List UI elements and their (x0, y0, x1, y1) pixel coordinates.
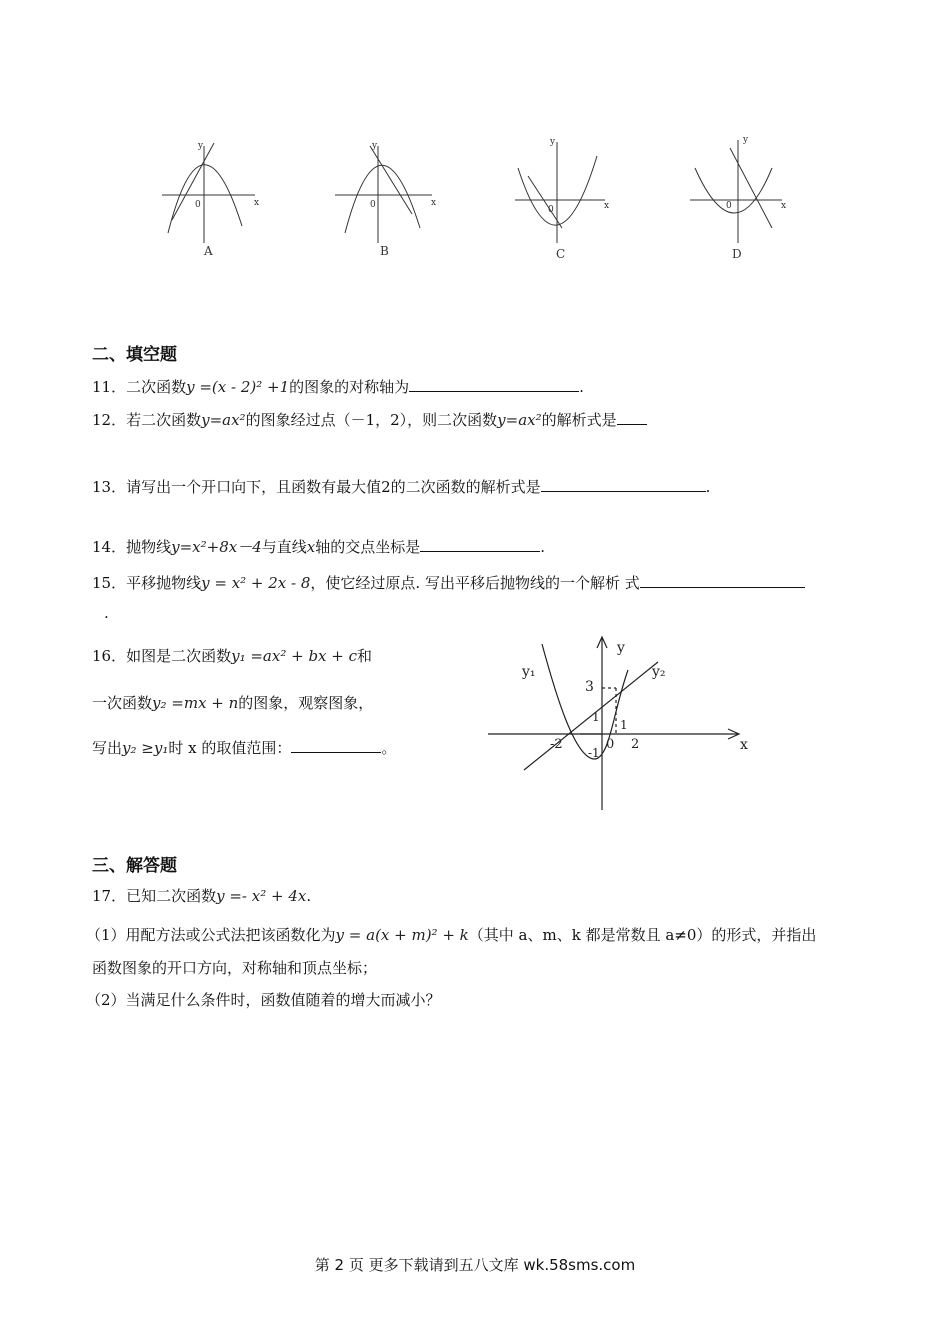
figure-label-c: C (556, 247, 566, 261)
q14-answer-blank[interactable] (420, 537, 540, 552)
b-x-label: x (431, 198, 437, 208)
c-origin: 0 (548, 205, 554, 215)
figure-label-d: D (732, 247, 742, 261)
q17-vertex-form: y = a(x + m)² + k (335, 926, 469, 944)
q13-answer-blank[interactable] (541, 477, 706, 492)
label-3: 3 (585, 679, 594, 695)
question-12: 12．若二次函数y=ax²的图象经过点（－1，2），则二次函数y=ax²的解析式是 (92, 410, 647, 430)
q12-formula-1: y=ax² (201, 411, 246, 429)
q15-end: . (104, 604, 109, 622)
a-x-label: x (254, 198, 260, 208)
figure-label-a: A (204, 244, 213, 258)
label-1-y: 1 (592, 710, 600, 724)
page-footer: 第 2 页 更多下载请到五八文库 wk.58sms.com (314, 1256, 636, 1274)
question-17: 17．已知二次函数y =- x² + 4x. (92, 887, 312, 905)
c-y-label: y (550, 137, 556, 147)
label-y1: y₁ (522, 664, 536, 680)
label-neg1: -1 (588, 746, 600, 760)
question-14: 14．抛物线y=x²+8x－4与直线x轴的交点坐标是 . (92, 538, 546, 556)
question-17-part-2: （2）当满足什么条件时，函数值随着的增大而减小？ (86, 991, 441, 1009)
a-y-label: y (198, 141, 204, 151)
question-11: 11．二次函数y =(x - 2)² +1的图象的对称轴为 . (92, 378, 584, 396)
q15-formula: y = x² + 2x - 8 (201, 574, 311, 592)
d-y-label: y (743, 135, 749, 145)
b-origin: 0 (370, 200, 376, 210)
figure-d (690, 135, 786, 243)
question-17-part-1-line-2: 函数图象的开口方向，对称轴和顶点坐标； (92, 959, 378, 977)
q16-answer-blank[interactable] (291, 738, 381, 753)
figure-a (162, 141, 259, 243)
question-15: 15．平移抛物线y = x² + 2x - 8，使它经过原点. 写出平移后抛物线的一个解析 式 (92, 573, 805, 593)
q15-answer-blank[interactable] (640, 573, 805, 588)
b-y-label: y (372, 141, 378, 151)
q11-formula: y =(x - 2)² +1 (186, 378, 290, 396)
label-x: x (740, 737, 748, 753)
figure-label-b: B (380, 244, 389, 258)
question-16-line-1: 16．如图是二次函数y₁ =ax² + bx + c和 (92, 647, 373, 665)
q16-graph (480, 632, 770, 814)
question-13: 13．请写出一个开口向下，且函数有最大值2的二次函数的解析式是 . (92, 478, 711, 496)
label-2: 2 (631, 737, 640, 752)
d-x-label: x (781, 201, 787, 211)
a-origin: 0 (195, 200, 201, 210)
option-figures (150, 128, 800, 278)
q17-formula: y =- x² + 4x (216, 887, 307, 905)
label-neg2: -2 (550, 737, 563, 752)
question-17-part-1: （1）用配方法或公式法把该函数化为y = a(x + m)² + k（其中 a、m、k 都是常数且 a≠0）的形式，并指出 (86, 926, 817, 944)
section-3-title: 三、解答题 (92, 856, 177, 876)
section-2-title: 二、填空题 (92, 345, 177, 365)
q11-answer-blank[interactable] (409, 377, 579, 392)
question-16-line-3: 写出y₂ ≥y₁时 x 的取值范围： 。 (92, 739, 397, 757)
label-y2: y₂ (652, 664, 666, 680)
q16-formula-2: y₂ =mx + n (152, 694, 239, 712)
d-origin: 0 (726, 201, 732, 211)
label-y: y (617, 640, 625, 656)
q12-answer-blank[interactable] (617, 410, 647, 425)
figure-c (515, 137, 609, 243)
q16-formula-1: y₁ =ax² + bx + c (231, 647, 358, 665)
q12-formula-2: y=ax² (497, 411, 542, 429)
question-16-line-2: 一次函数y₂ =mx + n的图象，观察图象， (92, 694, 374, 712)
q14-formula: y=x²+8x－4 (171, 538, 262, 556)
label-0: 0 (606, 737, 615, 752)
label-1-x: 1 (620, 718, 628, 732)
q16-formula-3: y₂ ≥y₁ (122, 739, 169, 757)
figure-b (335, 141, 436, 243)
c-x-label: x (604, 201, 610, 211)
